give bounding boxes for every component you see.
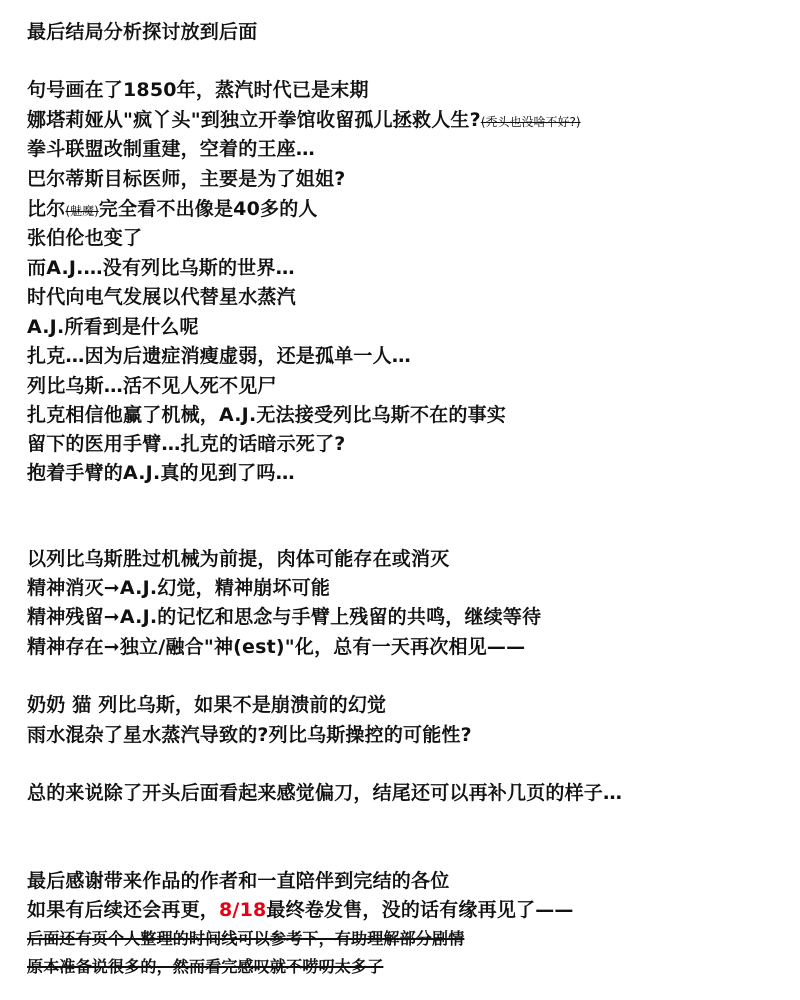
- text-line: 精神存在➞独立/融合"神(est)"化，总有一天再次相见——: [27, 636, 526, 658]
- text-line: [27, 897, 574, 923]
- aside-note: (魅魔): [65, 204, 99, 218]
- text-main: 如果有后续还会再更，: [27, 899, 220, 921]
- text-line: 奶奶 猫 列比乌斯，如果不是崩溃前的幻觉: [27, 694, 387, 716]
- text-main: 最终卷发售，没的话有缘再见了——: [266, 899, 574, 921]
- text-line: 精神消灭➞A.J.幻觉，精神崩坏可能: [27, 577, 331, 599]
- release-date: 8/18: [219, 899, 267, 921]
- text-line: 扎克相信他赢了机械，A.J.无法接受列比乌斯不在的事实: [27, 404, 506, 426]
- text-line: 精神残留➞A.J.的记忆和思念与手臂上残留的共鸣，继续等待: [27, 606, 542, 628]
- struck-line: 后面还有页个人整理的时间线可以参考下，有助理解部分剧情: [27, 929, 465, 948]
- text-line: 最后感谢带来作品的作者和一直陪伴到完结的各位: [27, 870, 450, 892]
- text-line: 总的来说除了开头后面看起来感觉偏刀，结尾还可以再补几页的样子…: [27, 782, 623, 804]
- text-line: 而A.J.…没有列比乌斯的世界…: [27, 257, 295, 279]
- text-line: [27, 196, 318, 224]
- text-line: 时代向电气发展以代替星水蒸汽: [27, 286, 296, 308]
- text-main: 完全看不出像是40多的人: [98, 198, 318, 220]
- text-main: 娜塔莉娅从"疯丫头"到独立开拳馆收留孤儿拯救人生?: [27, 109, 481, 131]
- text-line: 拳斗联盟改制重建，空着的王座…: [27, 138, 316, 160]
- aside-note: (秃头也没啥不好?): [480, 115, 581, 129]
- heading: 最后结局分析探讨放到后面: [27, 21, 258, 43]
- struck-line: 原本准备说很多的，然而看完感叹就不唠叨太多了: [27, 957, 384, 976]
- text-line: 以列比乌斯胜过机械为前提，肉体可能存在或消灭: [27, 548, 450, 570]
- text-line: A.J.所看到是什么呢: [27, 316, 199, 338]
- text-line: 抱着手臂的A.J.真的见到了吗…: [27, 462, 295, 484]
- text-line: 巴尔蒂斯目标医师，主要是为了姐姐?: [27, 168, 346, 190]
- text-line: 列比乌斯…活不见人死不见尸: [27, 375, 277, 397]
- text-line: [27, 107, 581, 135]
- text-line: 张伯伦也变了: [27, 227, 143, 249]
- text-main: 比尔: [27, 198, 66, 220]
- text-line: 留下的医用手臂…扎克的话暗示死了?: [27, 433, 346, 455]
- text-line: 扎克…因为后遗症消瘦虚弱，还是孤单一人…: [27, 345, 412, 367]
- text-line: 句号画在了1850年，蒸汽时代已是末期: [27, 79, 369, 101]
- text-line: 雨水混杂了星水蒸汽导致的?列比乌斯操控的可能性?: [27, 724, 472, 746]
